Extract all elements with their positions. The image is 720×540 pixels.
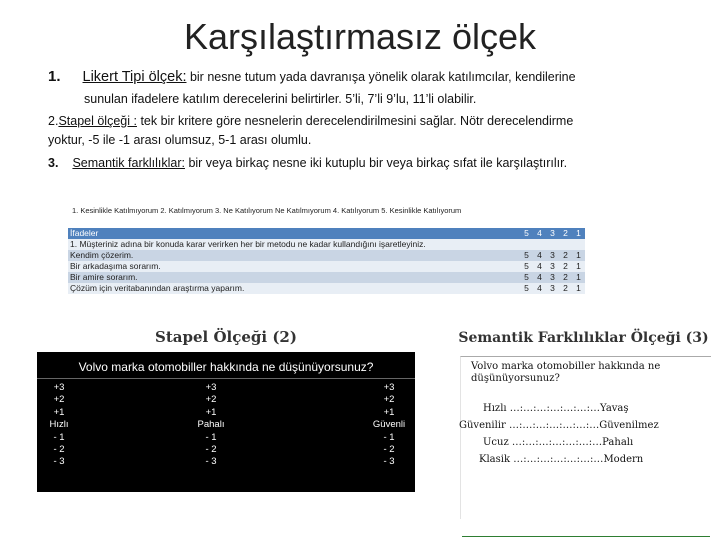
likert-cell[interactable]: 2 — [563, 272, 568, 282]
likert-row-label: Kendim çözerim. — [70, 250, 134, 260]
likert-cell[interactable]: 1 — [576, 272, 581, 282]
semantic-right-pole: Güvenilmez — [599, 420, 659, 431]
stapel-value[interactable]: - 1 — [53, 431, 65, 443]
semantic-scale[interactable]: …:…:…:…:…:…:… — [510, 454, 604, 465]
stapel-column-hizli — [29, 382, 89, 469]
semantic-scale[interactable]: …:…:…:…:…:…:… — [505, 420, 600, 431]
likert-cell[interactable]: 4 — [537, 272, 542, 282]
semantic-figure — [456, 328, 711, 520]
semantic-scale[interactable]: …:…:…:…:…:…:… — [508, 437, 603, 448]
stapel-value[interactable]: +2 — [205, 394, 217, 406]
stapel-value[interactable]: +1 — [383, 406, 395, 418]
item-2-line-1 — [48, 113, 573, 130]
stapel-value[interactable]: +2 — [53, 394, 65, 406]
item-2-text-1: tek bir kritere göre nesnelerin derecelendirilmesini sağlar. Nötr derecelendirme — [136, 114, 574, 128]
likert-header-cell: 4 — [537, 228, 542, 238]
likert-row-cells — [520, 283, 585, 294]
semantic-row — [483, 437, 633, 448]
likert-cell[interactable]: 3 — [550, 283, 555, 293]
likert-header-cell: 2 — [563, 228, 568, 238]
item-1-line-1 — [48, 68, 576, 86]
likert-cell[interactable]: 5 — [524, 261, 529, 271]
likert-cell[interactable]: 5 — [524, 250, 529, 260]
item-2-heading: Stapel ölçeği : — [58, 114, 137, 128]
semantic-row — [479, 454, 643, 465]
likert-statement-row: 1. Müşteriniz adına bir konuda karar verirken her bir metodu ne kadar kullandığını işaretleyiniz. — [68, 239, 585, 250]
semantic-question-line-2: düşünüyorsunuz? — [471, 373, 560, 384]
item-3-heading: Semantik farklılıklar: — [72, 156, 185, 170]
likert-header-cell: 5 — [524, 228, 529, 238]
semantic-panel — [460, 356, 711, 519]
likert-header-cell: 1 — [576, 228, 581, 238]
likert-cell[interactable]: 3 — [550, 261, 555, 271]
likert-header-label: İfadeler — [70, 228, 99, 238]
table-row — [68, 272, 585, 283]
stapel-panel — [37, 352, 415, 492]
likert-row-cells — [520, 261, 585, 272]
semantic-right-pole: Pahalı — [602, 437, 634, 448]
stapel-value[interactable]: - 1 — [383, 431, 395, 443]
likert-cell[interactable]: 3 — [550, 272, 555, 282]
stapel-value[interactable]: +3 — [205, 382, 217, 393]
semantic-title: Semantik Farklılıklar Ölçeği (3) — [458, 330, 709, 346]
semantic-row — [459, 420, 659, 431]
likert-table — [68, 228, 585, 294]
table-row — [68, 283, 585, 294]
stapel-value[interactable]: +3 — [383, 382, 395, 393]
semantic-question — [471, 361, 706, 385]
stapel-value[interactable]: - 3 — [53, 456, 65, 468]
semantic-right-pole: Yavaş — [600, 403, 629, 414]
stapel-column-pahali — [181, 382, 241, 469]
stapel-value[interactable]: - 1 — [205, 431, 217, 443]
semantic-question-line-1: Volvo marka otomobiller hakkında ne — [471, 361, 661, 372]
stapel-value[interactable]: +3 — [53, 382, 65, 393]
stapel-value[interactable]: - 2 — [383, 444, 395, 456]
stapel-criterion: Pahalı — [197, 419, 225, 431]
item-3-number: 3. — [48, 156, 59, 170]
likert-header-cell: 3 — [550, 228, 555, 238]
table-row — [68, 261, 585, 272]
item-3-text-1: bir veya birkaç nesne iki kutuplu bir veya birkaç sıfat ile karşılaştırılır. — [184, 156, 568, 170]
item-2-number: 2. — [48, 114, 59, 128]
likert-cell[interactable]: 2 — [563, 283, 568, 293]
likert-cell[interactable]: 2 — [563, 261, 568, 271]
semantic-row — [483, 403, 629, 414]
likert-cell[interactable]: 5 — [524, 272, 529, 282]
stapel-value[interactable]: - 2 — [205, 444, 217, 456]
stapel-criterion: Güvenli — [372, 419, 406, 431]
item-2-line-2: yoktur, -5 ile -1 arası olumsuz, 5-1 arası olumlu. — [48, 133, 312, 147]
semantic-scale[interactable]: …:…:…:…:…:…:… — [506, 403, 600, 414]
semantic-left-pole: Klasik — [479, 454, 511, 465]
stapel-value[interactable]: - 3 — [205, 456, 217, 468]
likert-cell[interactable]: 5 — [524, 283, 529, 293]
stapel-value[interactable]: +2 — [383, 394, 395, 406]
stapel-value[interactable]: +1 — [53, 406, 65, 418]
item-1-number: 1. — [48, 68, 61, 85]
divider — [37, 378, 415, 379]
likert-cell[interactable]: 1 — [576, 283, 581, 293]
semantic-left-pole: Güvenilir — [459, 420, 506, 431]
semantic-left-pole: Ucuz — [483, 437, 509, 448]
item-1-heading: Likert Tipi ölçek: — [82, 69, 187, 85]
stapel-figure — [37, 328, 415, 492]
likert-cell[interactable]: 4 — [537, 283, 542, 293]
stapel-column-guvenli — [359, 382, 419, 469]
likert-cell[interactable]: 3 — [550, 250, 555, 260]
likert-row-cells — [520, 272, 585, 283]
stapel-value[interactable]: - 3 — [383, 456, 395, 468]
likert-row-label: Bir amire sorarım. — [70, 272, 138, 282]
semantic-right-pole: Modern — [603, 454, 644, 465]
likert-cell[interactable]: 1 — [576, 261, 581, 271]
likert-cell[interactable]: 1 — [576, 250, 581, 260]
page-title: Karşılaştırmasız ölçek — [183, 16, 537, 57]
likert-header-row — [68, 228, 585, 239]
likert-row-label: Çözüm için veritabanından araştırma yaparım. — [70, 283, 245, 293]
likert-header-cells — [520, 228, 585, 239]
stapel-value[interactable]: - 2 — [53, 444, 65, 456]
stapel-criterion: Hızlı — [49, 419, 69, 431]
likert-cell[interactable]: 2 — [563, 250, 568, 260]
likert-row-label: Bir arkadaşıma sorarım. — [70, 261, 161, 271]
item-3-line-1 — [48, 155, 567, 172]
divider — [462, 536, 710, 537]
semantic-left-pole: Hızlı — [483, 403, 507, 414]
stapel-title: Stapel Ölçeği (2) — [155, 328, 297, 346]
item-1-text-1: bir nesne tutum yada davranışa yönelik olarak katılımcılar, kendilerine — [186, 70, 576, 84]
stapel-question: Volvo marka otomobiller hakkında ne düşünüyorsunuz? — [78, 360, 374, 374]
likert-row-cells — [520, 250, 585, 261]
likert-scale-note: 1. Kesinlikle Katılmıyorum 2. Katılmıyorum 3. Ne Katılıyorum Ne Katılmıyorum 4. Katılıyorum 5. Kesinlikle Katılıyorum — [72, 206, 462, 215]
likert-cell[interactable]: 4 — [537, 261, 542, 271]
likert-cell[interactable]: 4 — [537, 250, 542, 260]
stapel-value[interactable]: +1 — [205, 406, 217, 418]
item-1-line-2: sunulan ifadelere katılım derecelerini belirtirler. 5’li, 7’li 9’lu, 11’li olabilir. — [84, 92, 477, 106]
table-row — [68, 250, 585, 261]
